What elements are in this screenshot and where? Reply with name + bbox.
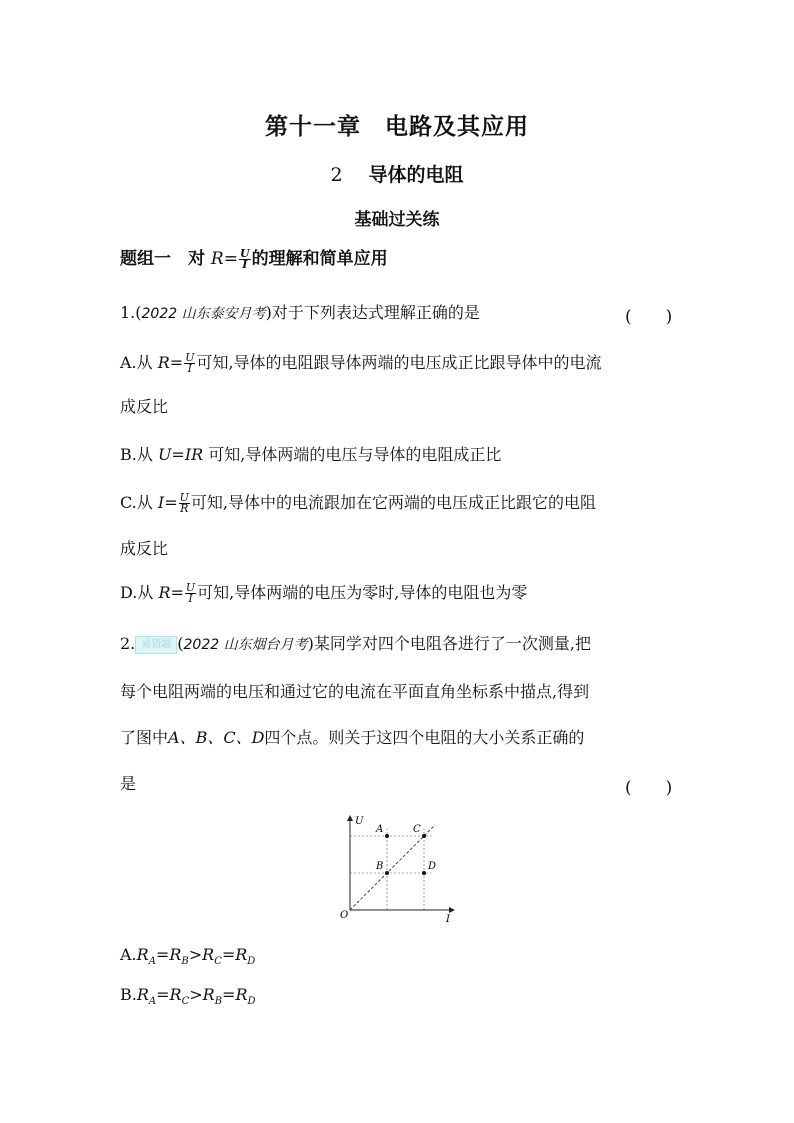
resistance-symbol: R [169,945,182,964]
subscript: D [247,956,256,968]
formula-fraction [179,493,190,514]
subsection-title: 基础过关练 [354,210,440,230]
formula-fraction [184,353,195,374]
q1-option-d [120,583,527,604]
difficulty-tag: 易错题 [135,636,177,654]
option-text: 可知,导体两端的电压为零时,导体的电阻也为零 [197,583,528,602]
diagonal-line [350,825,435,910]
formula-var: R [158,583,171,602]
resistance-symbol: R [235,945,248,964]
formula-fraction [185,583,196,604]
fraction-numerator: U [185,351,195,364]
q2-option-b [120,985,256,1012]
option-text: 可知,导体的电阻跟导体两端的电压成正比跟导体中的电流 [196,353,602,372]
fraction-denominator: I [188,592,193,605]
point-B [385,871,389,875]
question-text: 某同学对四个电阻各进行了一次测量,把 [313,634,591,653]
question-source: 2022 山东烟台月考 [183,637,308,653]
group-heading-prefix: 题组一 对 [120,249,211,269]
point-label-B: B [376,861,384,872]
resistance-symbol: R [136,985,149,1004]
question-text: 对于下列表达式理解正确的是 [271,303,480,322]
source-open: ( [135,303,142,322]
q1-option-a-cont: 成反比 [120,397,169,416]
fraction-denominator: I [187,362,192,375]
data-points [375,824,436,875]
u-i-graph [336,812,466,927]
y-axis-label: U [355,816,364,827]
fraction-numerator: U [185,581,196,594]
q2-option-a [120,945,255,972]
operator: > [188,945,203,964]
resistance-symbol: R [136,945,149,964]
resistance-symbol: R [235,985,248,1004]
resistance-symbol: R [169,985,182,1004]
question-1-stem [120,303,480,324]
fraction-denominator: R [180,502,189,515]
subscript: A [148,956,156,968]
operator: = [221,945,236,964]
q1-option-c-cont: 成反比 [120,539,169,558]
fraction-numerator: U [239,247,250,260]
source-close: ) [265,303,272,322]
formula-eq: = [164,493,178,512]
group-heading-fraction [239,249,251,270]
subscript: C [181,996,190,1008]
question-text: 四个点。则关于这四个电阻的大小关系正确的 [264,728,585,747]
subscript: B [181,956,189,968]
option-label: C.从 [120,493,158,512]
resistance-symbol: R [202,985,215,1004]
question-2-stem [120,634,591,655]
group-heading-eq: = [223,249,238,269]
x-axis-label: I [446,914,450,925]
point-label-D: D [428,861,437,872]
option-label: B. [120,985,137,1004]
resistance-symbol: R [202,945,215,964]
option-text: 可知,导体两端的电压与导体的电阻成正比 [203,445,502,464]
section-number: 2 [330,164,343,186]
group-heading [120,249,388,270]
question-source: 2022 山东泰安月考 [141,306,266,322]
q1-option-a [120,353,602,374]
formula-eq: = [170,583,184,602]
operator: = [155,945,170,964]
q1-option-b [120,445,501,465]
group-heading-var: R [210,249,224,269]
subscript: C [214,956,222,968]
chapter-title: 第十一章 电路及其应用 [265,113,529,140]
section-title [0,160,794,187]
subscript: D [247,996,256,1008]
option-label: A.从 [120,353,158,372]
point-C [422,834,426,838]
source-open: ( [177,634,184,653]
fraction-numerator: U [179,491,189,504]
subscript: A [148,996,157,1008]
section-name: 导体的电阻 [368,164,464,186]
formula-var: I [157,493,165,512]
question-2-line3 [120,728,584,748]
subscript: B [214,996,223,1008]
point-label-A: A [376,824,384,835]
option-label: D.从 [120,583,159,602]
group-heading-suffix: 的理解和简单应用 [251,249,388,269]
formula-var: R [157,353,170,372]
answer-bracket: ( ) [625,778,673,798]
option-label: A. [120,945,137,964]
formula: U=IR [157,445,204,464]
point-label-C: C [413,824,421,835]
operator: = [156,985,170,1004]
point-D [422,871,426,875]
formula-eq: = [169,353,184,372]
question-2-line4: 是 [120,774,137,793]
operator: = [222,985,236,1004]
option-label: B.从 [120,445,158,464]
operator: > [189,985,203,1004]
point-labels: A、B、C、D [168,728,265,747]
q1-option-c [120,493,596,514]
question-number: 1. [120,303,136,322]
source-close: ) [307,634,314,653]
option-text: 可知,导体中的电流跟加在它两端的电压成正比跟它的电阻 [190,493,596,512]
question-text: 了图中 [120,728,169,747]
answer-bracket: ( ) [625,307,673,327]
fraction-denominator: I [242,258,248,271]
question-2-line2: 每个电阻两端的电压和通过它的电流在平面直角坐标系中描点,得到 [120,682,590,701]
question-number: 2. [120,634,136,653]
origin-label: O [340,910,349,921]
point-A [385,834,389,838]
